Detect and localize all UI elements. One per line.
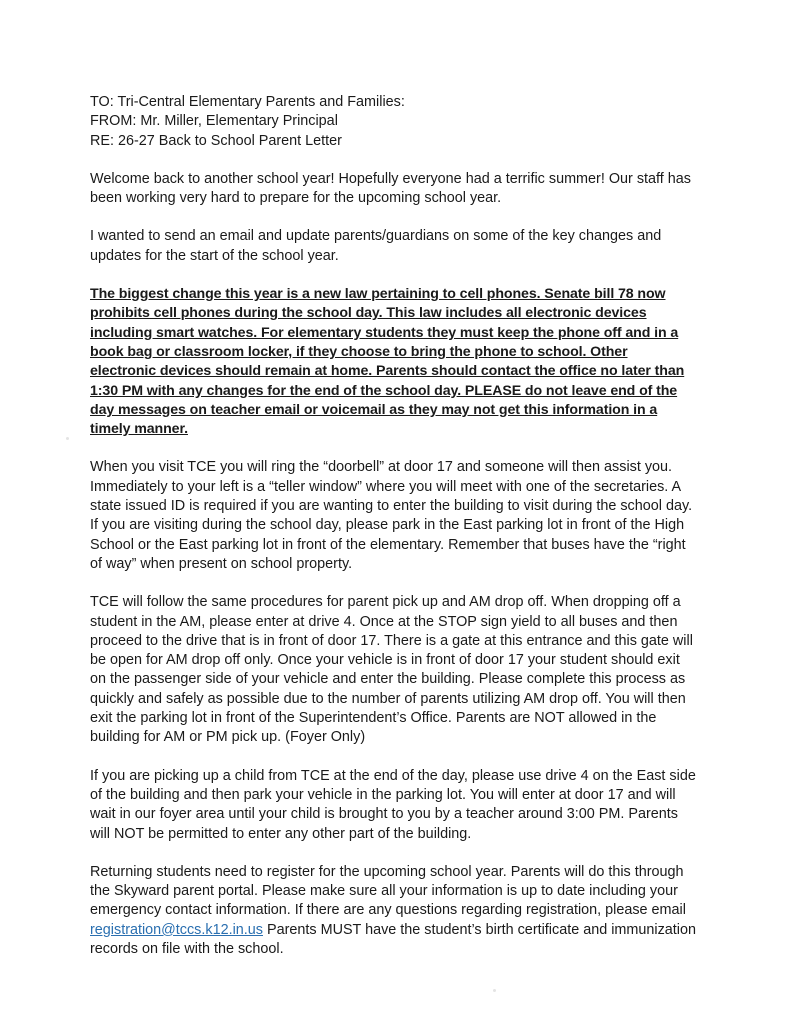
registration-text: Returning students need to register for the upcoming school year. Parents will do this through the Skyward parent portal. Please make sure all your information is up to date including your emergency contact information. If there are any questions regarding registration, please email [90, 863, 686, 919]
memo-from-line: FROM: Mr. Miller, Elementary Principal [90, 113, 338, 130]
intro-paragraph: I wanted to send an email and update parents/guardians on some of the key changes and updates for the start of the school year. [90, 228, 662, 264]
memo-header [90, 93, 696, 151]
memo-to-line: TO: Tri-Central Elementary Parents and Families: [90, 94, 405, 110]
drop-off-paragraph: TCE will follow the same procedures for parent pick up and AM drop off. When dropping off a student in the AM, please enter at drive 4. Once at the STOP sign yield to all buses and then proceed to the drive that is in front of door 17. There is a gate at this entrance and this gate will be open for AM drop off only. Once your vehicle is in front of door 17 your student should exit on the passenger side of your vehicle and enter the building. Please complete this process as quickly and safely as possible due to the number of parents utilizing AM drop off. You will then exit the parking lot in front of the Superintendent’s Office. Parents are NOT allowed in the building for AM or PM pick up. (Foyer Only) [90, 594, 693, 746]
welcome-paragraph: Welcome back to another school year! Hopefully everyone had a terrific summer! Our staff has been working very hard to prepare for the upcoming school year. [90, 170, 691, 207]
registration-paragraph [90, 863, 696, 959]
registration-text-end: Parents MUST have the student’s birth certificate and immunization records on file with the school. [90, 921, 696, 957]
scan-speck [66, 437, 69, 440]
cell-phone-notice: The biggest change this year is a new law pertaining to cell phones. Senate bill 78 now prohibits cell phones during the school day. This law includes all electronic devices including smart watches. For elementary students they must keep the phone off and in a book bag or classroom locker, if they choose to bring the phone to school. Other electronic devices should remain at home. Parents should contact the office no later than 1:30 PM with any changes for the end of the school day. PLEASE do not leave end of the day messages on teacher email or voicemail as they may not get this information in a timely manner. [90, 286, 685, 438]
registration-email-link[interactable]: registration@tccs.k12.in.us [90, 921, 263, 938]
pick-up-paragraph: If you are picking up a child from TCE at the end of the day, please use drive 4 on the East side of the building and then park your vehicle in the parking lot. You will enter at door 17 and will wait in our foyer area until your child is brought to you by a teacher around 3:00 PM. Parents will NOT be permitted to enter any other part of the building. [90, 767, 696, 842]
memo-re-line: RE: 26-27 Back to School Parent Letter [90, 132, 342, 149]
letter-body [90, 93, 696, 959]
scan-speck [493, 989, 496, 992]
visit-paragraph: When you visit TCE you will ring the “doorbell” at door 17 and someone will then assist you. Immediately to your left is a “teller window” where you will meet with one of the secretaries. A state issued ID is required if you are wanting to enter the building to visit during the school day. If you are visiting during the school day, please park in the East parking lot in front of the High School or the East parking lot in front of the elementary. Remember that buses have the “right of way” when present on school property. [90, 459, 693, 572]
